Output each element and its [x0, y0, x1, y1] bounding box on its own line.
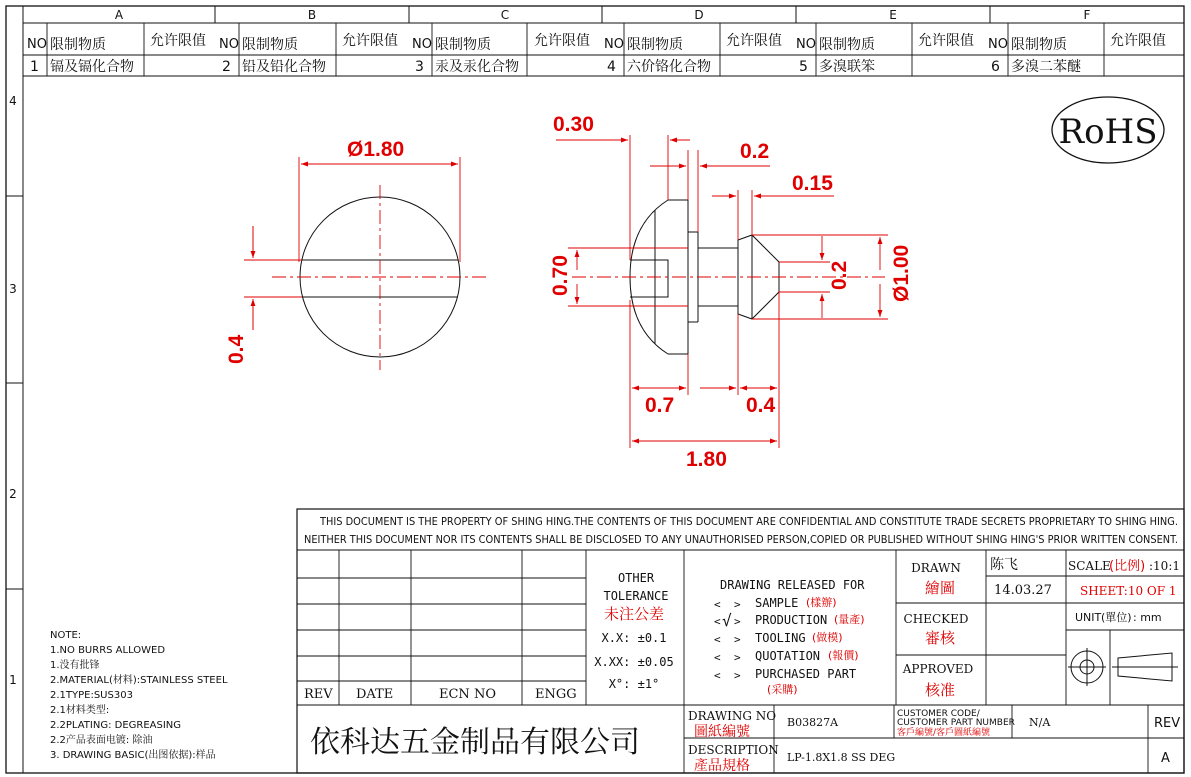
release-item-production-cn: (量產) [834, 613, 865, 626]
dim-head-height: 0.70 [549, 255, 572, 296]
customer-code-value: N/A [1029, 716, 1051, 729]
zone-col-b: B [307, 8, 317, 22]
svg-text:<: < [714, 615, 721, 628]
scale-label: SCALE [1068, 559, 1111, 573]
svg-text:<: < [714, 669, 721, 682]
zone-row-2: 2 [9, 487, 17, 501]
hdr-no-5: NO [796, 37, 816, 52]
drawing-no-label-cn: 圖紙編號 [694, 724, 750, 740]
confidential-notice [304, 516, 1178, 546]
svg-text:<: < [714, 651, 721, 664]
approval-block [902, 557, 1052, 699]
zone-row-1: 1 [9, 673, 17, 687]
company-name: 依科达五金制品有限公司 [310, 725, 640, 760]
dim-head-thickness: 0.7 [645, 394, 675, 417]
approved-label-cn: 核准 [924, 681, 956, 699]
drawn-label-cn: 繪圖 [924, 579, 956, 597]
dim-neck-diameter: 0.2 [828, 260, 851, 290]
zone-col-a: A [114, 8, 124, 22]
note-line: 1.没有批锋 [50, 660, 100, 671]
tolerance-xx: X.X: ±0.1 [601, 631, 667, 645]
side-dimensions [556, 135, 888, 448]
hdr-limit-2: 允许限值 [342, 33, 398, 49]
item-name: 多溴二苯醚 [1011, 59, 1081, 75]
hdr-substance-5: 限制物质 [819, 37, 875, 53]
item-name: 铅及铅化合物 [242, 59, 326, 75]
zone-row-4: 4 [9, 94, 17, 108]
dim-top-diameter: Ø1.80 [347, 138, 405, 161]
note-line: 3. DRAWING BASIC(出图依据):样品 [50, 750, 216, 761]
release-title: DRAWING RELEASED FOR [720, 578, 865, 592]
item-no: 3 [415, 59, 424, 75]
drawn-date: 14.03.27 [994, 583, 1052, 598]
svg-text:>: > [734, 651, 741, 664]
tolerance-xxx: X.XX: ±0.05 [594, 655, 674, 669]
drawing-no-label: DRAWING NO [688, 709, 777, 723]
unit-label-cn: (單位) [1101, 611, 1132, 624]
tolerance-deg: X°: ±1° [608, 677, 660, 691]
release-item-purchased-cn: (采購) [767, 683, 798, 696]
item-name: 多溴联笨 [819, 59, 875, 75]
dim-head-depth: 0.30 [553, 113, 594, 136]
svg-text:>: > [734, 633, 741, 646]
note-line: 2.2产品表面电镀: 除油 [50, 735, 153, 746]
dim-tip-length: 0.15 [792, 172, 833, 195]
hdr-substance-6: 限制物质 [1011, 37, 1067, 53]
zone-col-e: E [889, 8, 897, 22]
zone-col-d: D [694, 8, 704, 22]
svg-text:<: < [714, 598, 721, 611]
scale-block [1068, 559, 1180, 624]
hdr-no-6: NO [988, 37, 1008, 52]
item-no: 6 [991, 59, 1000, 75]
release-item-purchased: PURCHASED PART [755, 667, 857, 681]
tolerance-block [594, 571, 673, 691]
tolerance-title2: TOLERANCE [603, 589, 669, 603]
drawn-label: DRAWN [911, 561, 961, 575]
zone-col-c: C [500, 8, 510, 22]
release-item-sample-cn: (樣辦) [806, 596, 837, 609]
dim-tip-section: 0.4 [746, 394, 776, 417]
hdr-limit-1: 允许限值 [150, 33, 206, 49]
drawing-no-value: B03827A [787, 716, 839, 729]
rohs-label: RoHS [1058, 112, 1158, 152]
dim-tip-diameter: Ø1.00 [890, 244, 913, 302]
note-line: 2.MATERIAL(材料):STAINLESS STEEL [50, 675, 228, 686]
description-label: DESCRIPTION [688, 743, 779, 757]
checked-label: CHECKED [903, 612, 969, 626]
scale-value: :10:1 [1149, 559, 1180, 573]
confidential-line2: NEITHER THIS DOCUMENT NOR ITS CONTENTS SHALL BE DISCLOSED TO ANY UNAUTHORISED PERSON,COPIED OR PUBLISHED WITHOUT SHING HING'S PRIOR WRITTEN CONSENT. [304, 534, 1178, 546]
unit-value: : mm [1133, 611, 1162, 624]
scale-label-cn: (比例) [1109, 559, 1146, 574]
item-name: 镉及镉化合物 [50, 59, 134, 75]
drawing-info [688, 709, 1180, 774]
release-check-mark: √ [722, 611, 732, 630]
customer-code-label2: CUSTOMER PART NUMBER [897, 718, 1015, 728]
svg-text:<: < [714, 633, 721, 646]
drawn-name: 陈飞 [990, 557, 1018, 573]
tolerance-title1: OTHER [617, 571, 655, 585]
notes-title: NOTE: [50, 630, 82, 641]
item-no: 5 [799, 59, 808, 75]
dim-overall-length: 1.80 [686, 448, 727, 471]
release-item-tooling: TOOLING [755, 631, 806, 645]
release-item-tooling-cn: (做模) [812, 631, 843, 644]
notes [50, 630, 228, 761]
hdr-no-1: NO [27, 37, 47, 52]
rev-label: REV [1154, 716, 1181, 731]
note-line: 2.1材料类型: [50, 705, 110, 716]
hdr-no-2: NO [219, 37, 239, 52]
hdr-limit-6: 允许限值 [1110, 33, 1166, 49]
release-block [714, 578, 865, 696]
hdr-limit-3: 允许限值 [534, 33, 590, 49]
hdr-limit-4: 允许限值 [726, 33, 782, 49]
svg-text:>: > [734, 615, 741, 628]
description-label-cn: 產品規格 [694, 758, 750, 774]
checked-label-cn: 審核 [924, 629, 956, 647]
note-line: 2.1TYPE:SUS303 [50, 690, 133, 701]
hdr-limit-5: 允许限值 [918, 33, 974, 49]
engg-header: ENGG [535, 687, 577, 702]
hdr-substance-2: 限制物质 [242, 37, 298, 53]
hdr-substance-3: 限制物质 [435, 37, 491, 53]
note-line: 2.2PLATING: DEGREASING [50, 720, 182, 731]
customer-code-label1: CUSTOMER CODE/ [897, 709, 980, 719]
item-no: 1 [30, 59, 39, 75]
tolerance-title-cn: 未注公差 [603, 605, 665, 623]
front-view [225, 138, 488, 370]
zone-row-3: 3 [9, 282, 17, 296]
release-item-quotation-cn: (報價) [828, 649, 859, 662]
dim-slot-width: 0.4 [225, 334, 248, 364]
ecn-header: ECN NO [439, 687, 496, 702]
item-no: 2 [222, 59, 231, 75]
svg-text:>: > [734, 669, 741, 682]
item-no: 4 [607, 59, 616, 75]
hdr-no-3: NO [412, 37, 432, 52]
unit-label: UNIT [1075, 611, 1102, 624]
substance-table [27, 32, 1166, 75]
projection-symbol-icon [1068, 648, 1178, 686]
item-name: 六价铬化合物 [627, 59, 711, 75]
date-header: DATE [356, 687, 394, 702]
zone-col-f: F [1083, 8, 1091, 22]
rohs-badge [1052, 97, 1164, 163]
dim-neck-length: 0.2 [740, 140, 770, 163]
hdr-substance-1: 限制物质 [50, 37, 106, 53]
approved-label: APPROVED [902, 662, 974, 676]
svg-text:>: > [734, 598, 741, 611]
description-value: LP-1.8X1.8 SS DEG [787, 751, 896, 764]
confidential-line1: THIS DOCUMENT IS THE PROPERTY OF SHING HING.THE CONTENTS OF THIS DOCUMENT ARE CONFIDENTIAL AND CONSTITUTE TRADE SECRETS PROPRIETARY TO SHING HING. [319, 516, 1178, 528]
release-item-sample: SAMPLE [755, 596, 799, 610]
hdr-no-4: NO [604, 37, 624, 52]
side-dimension-labels [549, 113, 913, 471]
customer-code-label-cn: 客戶編號/客戶圖紙編號 [897, 728, 991, 738]
hdr-substance-4: 限制物质 [627, 37, 683, 53]
sheet-number: SHEET:10 OF 1 [1080, 584, 1177, 598]
note-line: 1.NO BURRS ALLOWED [50, 645, 166, 656]
release-item-production: PRODUCTION [755, 613, 828, 627]
revision-headers [304, 687, 577, 702]
rev-value: A [1161, 751, 1170, 766]
item-name: 汞及汞化合物 [435, 59, 519, 75]
release-item-quotation: QUOTATION [755, 649, 821, 663]
rev-header: REV [304, 687, 333, 702]
